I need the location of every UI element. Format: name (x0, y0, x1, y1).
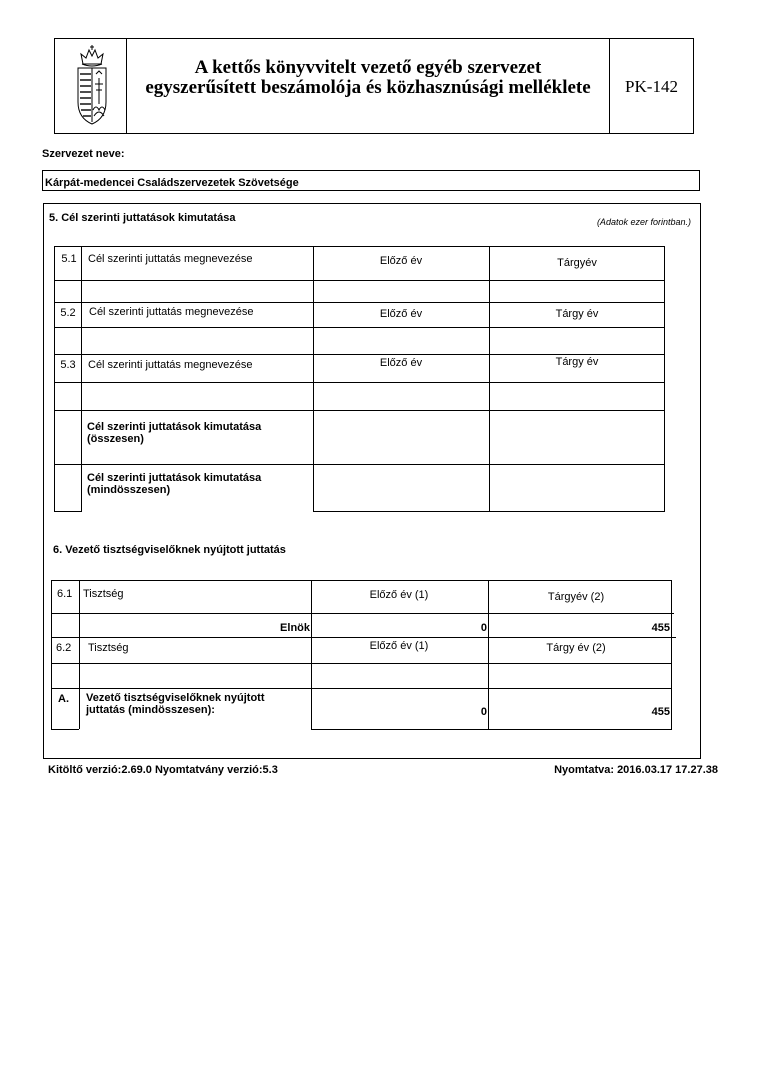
footer-version: Kitöltő verzió:2.69.0 Nyomtatvány verzió:5.3 (48, 764, 278, 776)
row-5-1-number: 5.1 (61, 253, 77, 265)
row-6-1-position-header: Tisztség (83, 588, 124, 600)
row-5-3-number: 5.3 (60, 359, 76, 371)
form-title-line-1: A kettős könyvvitelt vezető egyéb szervezet (194, 57, 542, 78)
row-5-3-name-header: Cél szerinti juttatás megnevezése (88, 359, 253, 371)
section-5-total-label: Cél szerinti juttatások kimutatása (összesen) (87, 421, 262, 445)
section-6-total-label: Vezető tisztségviselőknek nyújtott juttatás (mindösszesen): (86, 692, 265, 716)
section-6-total-curr: 455 (651, 706, 670, 718)
row-6-1-number: 6.1 (57, 588, 73, 600)
row-5-1-name-header: Cél szerinti juttatás megnevezése (88, 253, 253, 265)
section-6-total-number: A. (58, 693, 69, 705)
row-6-2-curr-header: Tárgy év (2) (546, 642, 606, 654)
row-5-1-prev-header: Előző év (379, 255, 423, 267)
header-divider (126, 38, 127, 134)
section-6-total-prev: 0 (480, 706, 487, 718)
row-5-2-prev-header: Előző év (379, 308, 423, 320)
row-5-1-curr-header: Tárgyév (557, 257, 597, 269)
form-title-line-2: egyszerűsített beszámolója és közhasznúsági melléklete (145, 77, 591, 98)
row-5-3-curr-header: Tárgy év (555, 356, 599, 368)
footer-print-date: Nyomtatva: 2016.03.17 17.27.38 (554, 764, 718, 776)
section-5-grand-total-label: Cél szerinti juttatások kimutatása (mindösszesen) (87, 472, 262, 496)
coat-of-arms-icon (72, 44, 112, 126)
org-name: Kárpát-medencei Családszervezetek Szövetsége (45, 177, 299, 189)
section-5-title: 5. Cél szerinti juttatások kimutatása (49, 212, 236, 224)
row-5-3-prev-header: Előző év (379, 357, 423, 369)
org-label: Szervezet neve: (42, 148, 125, 160)
section-6-title: 6. Vezető tisztségviselőknek nyújtott juttatás (53, 544, 286, 556)
president-curr-value: 455 (651, 622, 670, 634)
row-6-2-number: 6.2 (56, 642, 72, 654)
row-6-2-prev-header: Előző év (1) (369, 640, 429, 652)
form-code: PK-142 (625, 77, 678, 96)
currency-note: (Adatok ezer forintban.) (596, 217, 691, 227)
row-6-2-position-header: Tisztség (88, 642, 129, 654)
row-6-1-prev-header: Előző év (1) (369, 589, 429, 601)
row-6-1-curr-header: Tárgyév (2) (547, 591, 605, 603)
row-5-2-name-header: Cél szerinti juttatás megnevezése (89, 306, 254, 318)
row-5-2-curr-header: Tárgy év (555, 308, 599, 320)
president-prev-value: 0 (480, 622, 487, 634)
position-president: Elnök (280, 622, 310, 634)
form-title (128, 58, 608, 98)
row-5-2-number: 5.2 (60, 307, 76, 319)
